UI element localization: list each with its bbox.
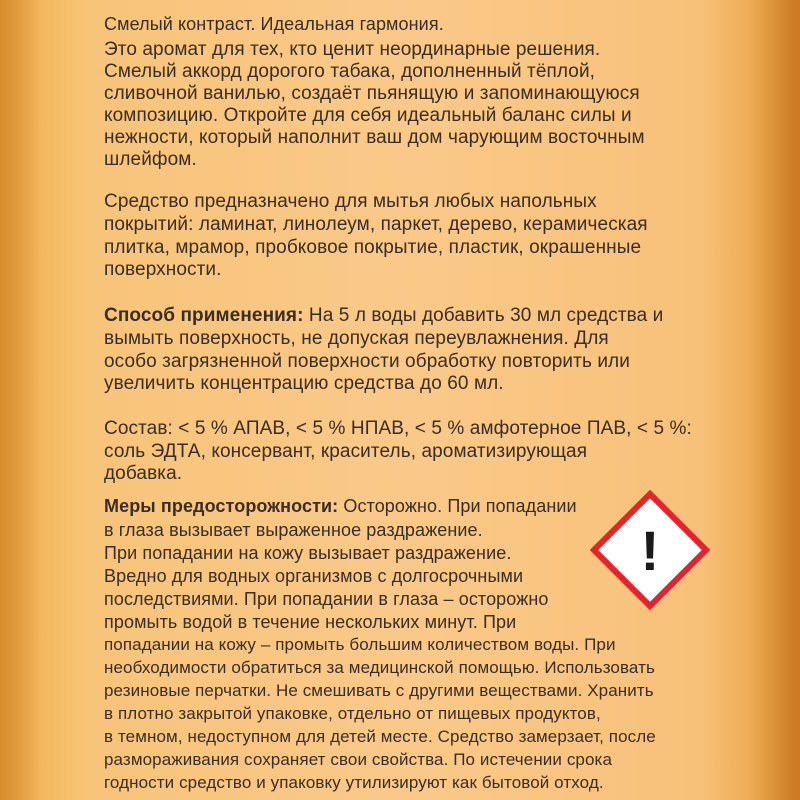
precautions-line: в темном, недоступном для детей месте. Средство замерзает, после [104,727,656,746]
intro-line: нежности, который наполнит ваш дом чарующим восточным [104,127,645,148]
usage-line-first [104,305,663,327]
intro-line: Смелый аккорд дорогого табака, дополненный тёплой, [104,61,596,82]
precautions-line: годности средство и упаковку утилизируют как бытовой отход. [104,773,604,792]
precautions-line-first [104,495,577,517]
intro-headline: Смелый контраст. Идеальная гармония. [104,14,444,34]
hazard-symbol: ! [640,519,660,582]
usage-line: вымыть поверхность, не допуская переувлажнения. Для [104,328,609,349]
usage-label: Способ применения: [104,305,304,326]
precautions-line: в глаза вызывает выраженное раздражение. [104,520,483,540]
precautions-line: резиновые перчатки. Не смешивать с другими веществами. Хранить [104,681,654,700]
precautions-line: промыть водой в течение нескольких минут. При [104,612,517,632]
composition-line: соль ЭДТА, консервант, краситель, ароматизирующая [104,441,588,462]
precautions-line: в плотно закрытой упаковке, отдельно от пищевых продуктов, [104,704,601,723]
precautions-text: Осторожно. При попадании [338,496,577,516]
precautions-line: При попадании на кожу вызывает раздражение. [104,543,512,563]
intro-line: шлейфом. [104,149,197,170]
purpose-line: плитка, мрамор, пробковое покрытие, пластик, окрашенные [104,237,642,258]
precautions-line: необходимости обратиться за медицинской помощью. Использовать [104,658,655,677]
purpose-line: Средство предназначено для мытья любых напольных [104,191,597,212]
composition-line: добавка. [104,463,183,484]
intro-line: сливочной ванилью, создаёт пьянящую и запоминающуюся [104,83,640,104]
bottle-edge-shadow-left [0,0,70,800]
precautions-line: последствиями. При попадании в глаза – осторожно [104,589,549,609]
precautions-line: попадании на кожу – промыть большим количеством воды. При [104,635,616,654]
bottle-edge-shadow-right [750,0,800,800]
usage-text: На 5 л воды добавить 30 мл средства и [303,305,664,326]
intro-line: Это аромат для тех, кто ценит неординарные решения. [104,39,601,60]
purpose-line: поверхности. [104,259,222,280]
usage-line: особо загрязненной поверхности обработку повторить или [104,351,630,372]
usage-line: увеличить концентрацию средства до 60 мл. [104,373,504,394]
precautions-label: Меры предосторожности: [104,496,339,516]
precautions-line: Вредно для водных организмов с долгосрочными [104,566,524,586]
composition-line: Состав: < 5 % АПАВ, < 5 % НПАВ, < 5 % амфотерное ПАВ, < 5 %: [104,418,692,439]
exclamation-warning-diamond-icon [590,490,710,610]
purpose-line: покрытий: ламинат, линолеум, паркет, дерево, керамическая [104,214,648,235]
precautions-line: размораживания сохраняет свои свойства. По истечении срока [104,750,612,769]
intro-line: композицию. Откройте для себя идеальный баланс силы и [104,105,632,126]
